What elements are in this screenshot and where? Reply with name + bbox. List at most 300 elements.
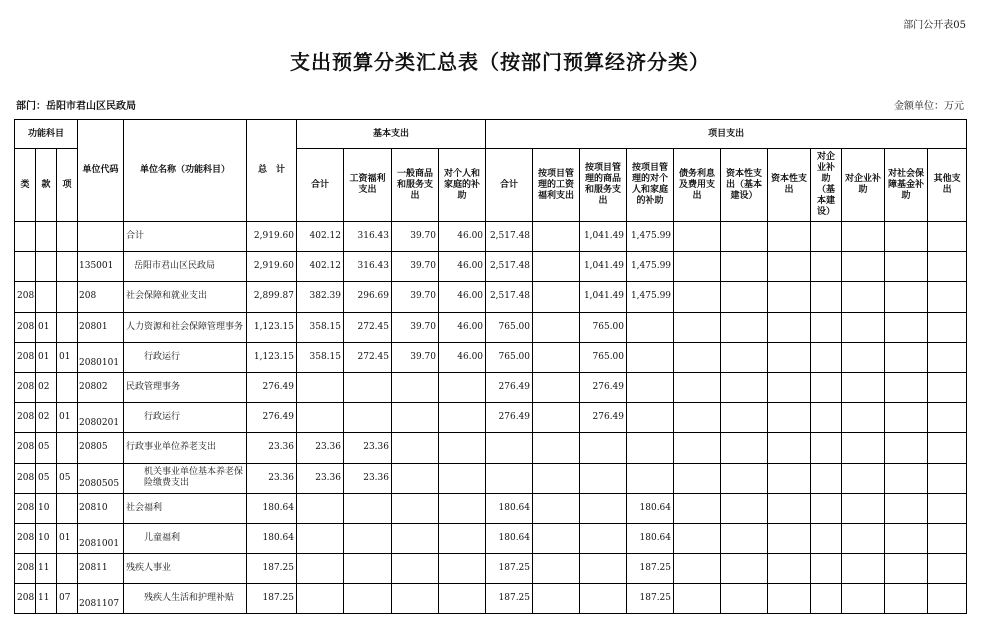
basic-goods-cell: [392, 493, 439, 523]
social-fund-cell: [885, 372, 928, 402]
other-cell: [928, 252, 967, 282]
table-row: [15, 372, 967, 402]
enterprise-cell: [842, 463, 885, 493]
basic-wage-cell: [344, 554, 392, 584]
project-total-cell: 2,517.48: [486, 282, 533, 312]
enterprise-build-cell: [811, 523, 842, 553]
other-cell: [928, 433, 967, 463]
lei-cell: 208: [15, 403, 36, 433]
table-row: [15, 523, 967, 553]
lei-cell: 208: [15, 433, 36, 463]
basic-goods-cell: [392, 463, 439, 493]
xiang-cell: [57, 312, 78, 342]
enterprise-build-cell: [811, 463, 842, 493]
capital-build-cell: [721, 252, 768, 282]
total-header: 总 计: [247, 120, 297, 222]
basic-col-header: 合计: [297, 149, 344, 222]
social-fund-cell: [885, 252, 928, 282]
table-row: [15, 403, 967, 433]
project-wage-cell: [533, 372, 580, 402]
kuan-cell: 10: [36, 493, 57, 523]
basic-personal-cell: 46.00: [439, 342, 486, 372]
total-cell: 1,123.15: [247, 342, 297, 372]
basic-total-cell: [297, 584, 344, 614]
lei-cell: 208: [15, 463, 36, 493]
project-personal-cell: [627, 463, 674, 493]
basic-personal-cell: 46.00: [439, 252, 486, 282]
kuan-cell: 02: [36, 403, 57, 433]
total-cell: 2,919.60: [247, 252, 297, 282]
debt-interest-cell: [674, 433, 721, 463]
project-wage-cell: [533, 222, 580, 252]
project-goods-cell: [580, 523, 627, 553]
debt-interest-cell: [674, 463, 721, 493]
project-goods-cell: 765.00: [580, 312, 627, 342]
lei-cell: [15, 222, 36, 252]
basic-total-cell: 358.15: [297, 312, 344, 342]
capital-cell: [768, 312, 811, 342]
table-row: [15, 463, 967, 493]
project-personal-cell: 1,475.99: [627, 222, 674, 252]
basic-col-header: 一般商品和服务支出: [392, 149, 439, 222]
project-col-header: 对企业补助（基本建设）: [811, 149, 842, 222]
project-total-cell: [486, 463, 533, 493]
enterprise-build-cell: [811, 252, 842, 282]
lei-cell: 208: [15, 584, 36, 614]
capital-cell: [768, 252, 811, 282]
kuan-cell: 01: [36, 312, 57, 342]
project-personal-cell: 180.64: [627, 493, 674, 523]
project-wage-cell: [533, 252, 580, 282]
basic-total-cell: 402.12: [297, 222, 344, 252]
basic-wage-cell: 316.43: [344, 222, 392, 252]
project-goods-cell: 276.49: [580, 403, 627, 433]
xiang-cell: 01: [57, 523, 78, 553]
enterprise-cell: [842, 252, 885, 282]
debt-interest-cell: [674, 493, 721, 523]
enterprise-cell: [842, 312, 885, 342]
xiang-cell: [57, 433, 78, 463]
project-goods-cell: 1,041.49: [580, 222, 627, 252]
unit-name-cell: 机关事业单位基本养老保险缴费支出: [124, 463, 247, 493]
unit-name-cell: 合计: [124, 222, 247, 252]
total-cell: 187.25: [247, 554, 297, 584]
project-personal-cell: [627, 403, 674, 433]
basic-total-cell: 402.12: [297, 252, 344, 282]
xiang-cell: 05: [57, 463, 78, 493]
xiang-cell: [57, 493, 78, 523]
enterprise-cell: [842, 584, 885, 614]
capital-cell: [768, 282, 811, 312]
xiang-cell: [57, 252, 78, 282]
table-row: [15, 312, 967, 342]
basic-col-header: 工资福利支出: [344, 149, 392, 222]
unit-name-cell: 行政运行: [124, 403, 247, 433]
project-total-cell: 180.64: [486, 523, 533, 553]
basic-total-cell: [297, 403, 344, 433]
project-personal-cell: 1,475.99: [627, 282, 674, 312]
basic-col-header: 对个人和家庭的补助: [439, 149, 486, 222]
basic-goods-cell: [392, 523, 439, 553]
project-total-cell: 2,517.48: [486, 252, 533, 282]
lei-cell: 208: [15, 282, 36, 312]
basic-wage-cell: [344, 493, 392, 523]
debt-interest-cell: [674, 523, 721, 553]
project-goods-cell: 276.49: [580, 372, 627, 402]
project-goods-cell: [580, 463, 627, 493]
unit-code-cell: 2080505: [78, 463, 124, 493]
capital-build-cell: [721, 222, 768, 252]
other-cell: [928, 523, 967, 553]
table-row: [15, 342, 967, 372]
xiang-cell: 07: [57, 584, 78, 614]
debt-interest-cell: [674, 372, 721, 402]
xiang-cell: [57, 554, 78, 584]
other-cell: [928, 493, 967, 523]
debt-interest-cell: [674, 403, 721, 433]
project-personal-cell: 1,475.99: [627, 252, 674, 282]
enterprise-build-cell: [811, 584, 842, 614]
total-cell: 23.36: [247, 463, 297, 493]
capital-cell: [768, 554, 811, 584]
lei-cell: 208: [15, 372, 36, 402]
unit-code-header: 单位代码: [78, 120, 124, 222]
project-col-header: 合计: [486, 149, 533, 222]
debt-interest-cell: [674, 282, 721, 312]
other-cell: [928, 403, 967, 433]
basic-goods-cell: [392, 403, 439, 433]
project-col-header: 资本性支出: [768, 149, 811, 222]
enterprise-cell: [842, 222, 885, 252]
other-cell: [928, 372, 967, 402]
debt-interest-cell: [674, 252, 721, 282]
capital-build-cell: [721, 493, 768, 523]
basic-total-cell: 23.36: [297, 433, 344, 463]
social-fund-cell: [885, 342, 928, 372]
total-cell: 1,123.15: [247, 312, 297, 342]
social-fund-cell: [885, 554, 928, 584]
project-personal-cell: 187.25: [627, 554, 674, 584]
lei-cell: 208: [15, 312, 36, 342]
basic-wage-cell: [344, 403, 392, 433]
xiang-cell: 01: [57, 342, 78, 372]
basic-wage-cell: 23.36: [344, 463, 392, 493]
basic-wage-cell: [344, 523, 392, 553]
unit-name-cell: 社会保障和就业支出: [124, 282, 247, 312]
basic-wage-cell: [344, 584, 392, 614]
social-fund-cell: [885, 463, 928, 493]
capital-build-cell: [721, 282, 768, 312]
capital-cell: [768, 372, 811, 402]
total-cell: 180.64: [247, 523, 297, 553]
kuan-cell: 11: [36, 584, 57, 614]
basic-total-cell: [297, 554, 344, 584]
basic-goods-cell: [392, 584, 439, 614]
enterprise-build-cell: [811, 372, 842, 402]
xiang-header: 项: [57, 149, 78, 222]
project-wage-cell: [533, 282, 580, 312]
debt-interest-cell: [674, 342, 721, 372]
basic-personal-cell: [439, 584, 486, 614]
expenditure-table: [14, 119, 967, 614]
social-fund-cell: [885, 523, 928, 553]
capital-cell: [768, 342, 811, 372]
enterprise-cell: [842, 433, 885, 463]
enterprise-build-cell: [811, 222, 842, 252]
unit-code-cell: 20805: [78, 433, 124, 463]
project-personal-cell: [627, 372, 674, 402]
project-personal-cell: 180.64: [627, 523, 674, 553]
project-wage-cell: [533, 554, 580, 584]
table-row: [15, 282, 967, 312]
capital-build-cell: [721, 342, 768, 372]
other-cell: [928, 584, 967, 614]
social-fund-cell: [885, 433, 928, 463]
kuan-cell: 05: [36, 433, 57, 463]
document-code: 部门公开表05: [903, 20, 966, 31]
social-fund-cell: [885, 312, 928, 342]
capital-cell: [768, 584, 811, 614]
enterprise-cell: [842, 282, 885, 312]
unit-name-cell: 行政运行: [124, 342, 247, 372]
lei-cell: 208: [15, 493, 36, 523]
table-row: [15, 222, 967, 252]
capital-cell: [768, 523, 811, 553]
project-total-cell: 187.25: [486, 584, 533, 614]
debt-interest-cell: [674, 554, 721, 584]
capital-build-cell: [721, 554, 768, 584]
basic-personal-cell: [439, 433, 486, 463]
basic-wage-cell: 23.36: [344, 433, 392, 463]
total-cell: 187.25: [247, 584, 297, 614]
basic-personal-cell: 46.00: [439, 222, 486, 252]
capital-build-cell: [721, 523, 768, 553]
project-expenditure-header: 项目支出: [486, 120, 967, 149]
basic-total-cell: [297, 523, 344, 553]
basic-goods-cell: 39.70: [392, 282, 439, 312]
total-cell: 180.64: [247, 493, 297, 523]
basic-personal-cell: 46.00: [439, 282, 486, 312]
enterprise-build-cell: [811, 554, 842, 584]
kuan-header: 款: [36, 149, 57, 222]
kuan-cell: 01: [36, 342, 57, 372]
total-cell: 23.36: [247, 433, 297, 463]
basic-wage-cell: 316.43: [344, 252, 392, 282]
unit-name-cell: 岳阳市君山区民政局: [124, 252, 247, 282]
basic-goods-cell: [392, 554, 439, 584]
basic-goods-cell: 39.70: [392, 342, 439, 372]
kuan-cell: 05: [36, 463, 57, 493]
total-cell: 2,899.87: [247, 282, 297, 312]
total-cell: 276.49: [247, 372, 297, 402]
enterprise-cell: [842, 342, 885, 372]
enterprise-build-cell: [811, 342, 842, 372]
project-col-header: 资本性支出（基本建设）: [721, 149, 768, 222]
basic-personal-cell: 46.00: [439, 312, 486, 342]
kuan-cell: [36, 282, 57, 312]
basic-goods-cell: [392, 433, 439, 463]
capital-build-cell: [721, 584, 768, 614]
unit-code-cell: 208: [78, 282, 124, 312]
enterprise-cell: [842, 554, 885, 584]
page-title: 支出预算分类汇总表（按部门预算经济分类）: [290, 50, 710, 74]
xiang-cell: [57, 282, 78, 312]
project-col-header: 按项目管理的对个人和家庭的补助: [627, 149, 674, 222]
project-total-cell: 2,517.48: [486, 222, 533, 252]
other-cell: [928, 463, 967, 493]
lei-cell: [15, 252, 36, 282]
basic-personal-cell: [439, 493, 486, 523]
capital-cell: [768, 493, 811, 523]
unit-code-cell: 2080201: [78, 403, 124, 433]
capital-cell: [768, 222, 811, 252]
project-wage-cell: [533, 463, 580, 493]
capital-build-cell: [721, 312, 768, 342]
basic-personal-cell: [439, 463, 486, 493]
project-goods-cell: [580, 433, 627, 463]
capital-cell: [768, 433, 811, 463]
project-col-header: 按项目管理的商品和服务支出: [580, 149, 627, 222]
unit-name-cell: 残疾人事业: [124, 554, 247, 584]
unit-name-cell: 行政事业单位养老支出: [124, 433, 247, 463]
basic-personal-cell: [439, 554, 486, 584]
basic-goods-cell: 39.70: [392, 252, 439, 282]
enterprise-cell: [842, 523, 885, 553]
unit-name-header: 单位名称（功能科目）: [124, 120, 247, 222]
unit-name-cell: 残疾人生活和护理补贴: [124, 584, 247, 614]
project-goods-cell: [580, 493, 627, 523]
social-fund-cell: [885, 493, 928, 523]
basic-personal-cell: [439, 403, 486, 433]
capital-build-cell: [721, 433, 768, 463]
project-wage-cell: [533, 312, 580, 342]
project-goods-cell: 1,041.49: [580, 282, 627, 312]
project-total-cell: 765.00: [486, 342, 533, 372]
project-wage-cell: [533, 342, 580, 372]
department-label: 部门：岳阳市君山区民政局: [16, 101, 136, 112]
table-row: [15, 433, 967, 463]
table-row: [15, 493, 967, 523]
enterprise-build-cell: [811, 493, 842, 523]
project-col-header: 按项目管理的工资福利支出: [533, 149, 580, 222]
project-goods-cell: [580, 554, 627, 584]
enterprise-cell: [842, 372, 885, 402]
project-personal-cell: 187.25: [627, 584, 674, 614]
basic-total-cell: [297, 372, 344, 402]
social-fund-cell: [885, 584, 928, 614]
social-fund-cell: [885, 282, 928, 312]
capital-cell: [768, 463, 811, 493]
basic-total-cell: [297, 493, 344, 523]
social-fund-cell: [885, 403, 928, 433]
capital-build-cell: [721, 372, 768, 402]
lei-header: 类: [15, 149, 36, 222]
project-wage-cell: [533, 584, 580, 614]
social-fund-cell: [885, 222, 928, 252]
unit-code-cell: 20811: [78, 554, 124, 584]
basic-personal-cell: [439, 372, 486, 402]
kuan-cell: 11: [36, 554, 57, 584]
enterprise-cell: [842, 493, 885, 523]
other-cell: [928, 282, 967, 312]
project-personal-cell: [627, 433, 674, 463]
capital-cell: [768, 403, 811, 433]
project-personal-cell: [627, 312, 674, 342]
unit-code-cell: 2081107: [78, 584, 124, 614]
basic-total-cell: 382.39: [297, 282, 344, 312]
basic-wage-cell: 272.45: [344, 312, 392, 342]
amount-unit-label: 金额单位：万元: [894, 101, 964, 112]
project-personal-cell: [627, 342, 674, 372]
unit-code-cell: 2080101: [78, 342, 124, 372]
basic-total-cell: 23.36: [297, 463, 344, 493]
xiang-cell: [57, 222, 78, 252]
debt-interest-cell: [674, 584, 721, 614]
project-total-cell: 276.49: [486, 403, 533, 433]
unit-name-cell: 人力资源和社会保障管理事务: [124, 312, 247, 342]
basic-wage-cell: 296.69: [344, 282, 392, 312]
enterprise-build-cell: [811, 433, 842, 463]
unit-name-cell: 民政管理事务: [124, 372, 247, 402]
basic-goods-cell: 39.70: [392, 222, 439, 252]
capital-build-cell: [721, 463, 768, 493]
project-col-header: 对社会保障基金补助: [885, 149, 928, 222]
table-row: [15, 252, 967, 282]
other-cell: [928, 554, 967, 584]
debt-interest-cell: [674, 312, 721, 342]
lei-cell: 208: [15, 554, 36, 584]
xiang-cell: 01: [57, 403, 78, 433]
basic-total-cell: 358.15: [297, 342, 344, 372]
kuan-cell: [36, 252, 57, 282]
func-subject-header: 功能科目: [15, 120, 78, 149]
basic-wage-cell: [344, 372, 392, 402]
project-col-header: 其他支出: [928, 149, 967, 222]
project-wage-cell: [533, 493, 580, 523]
project-total-cell: 276.49: [486, 372, 533, 402]
project-col-header: 债务利息及费用支出: [674, 149, 721, 222]
project-wage-cell: [533, 403, 580, 433]
other-cell: [928, 222, 967, 252]
project-wage-cell: [533, 523, 580, 553]
basic-goods-cell: [392, 372, 439, 402]
enterprise-build-cell: [811, 282, 842, 312]
project-wage-cell: [533, 433, 580, 463]
unit-name-cell: 儿童福利: [124, 523, 247, 553]
enterprise-cell: [842, 403, 885, 433]
project-goods-cell: [580, 584, 627, 614]
table-row: [15, 584, 967, 614]
basic-wage-cell: 272.45: [344, 342, 392, 372]
unit-code-cell: 20802: [78, 372, 124, 402]
lei-cell: 208: [15, 523, 36, 553]
total-cell: 276.49: [247, 403, 297, 433]
basic-expenditure-header: 基本支出: [297, 120, 486, 149]
project-goods-cell: 1,041.49: [580, 252, 627, 282]
basic-personal-cell: [439, 523, 486, 553]
project-total-cell: [486, 433, 533, 463]
lei-cell: 208: [15, 342, 36, 372]
unit-code-cell: 2081001: [78, 523, 124, 553]
debt-interest-cell: [674, 222, 721, 252]
unit-code-cell: 20810: [78, 493, 124, 523]
enterprise-build-cell: [811, 403, 842, 433]
project-total-cell: 765.00: [486, 312, 533, 342]
capital-build-cell: [721, 403, 768, 433]
total-cell: 2,919.60: [247, 222, 297, 252]
unit-code-cell: 20801: [78, 312, 124, 342]
unit-code-cell: 135001: [78, 252, 124, 282]
